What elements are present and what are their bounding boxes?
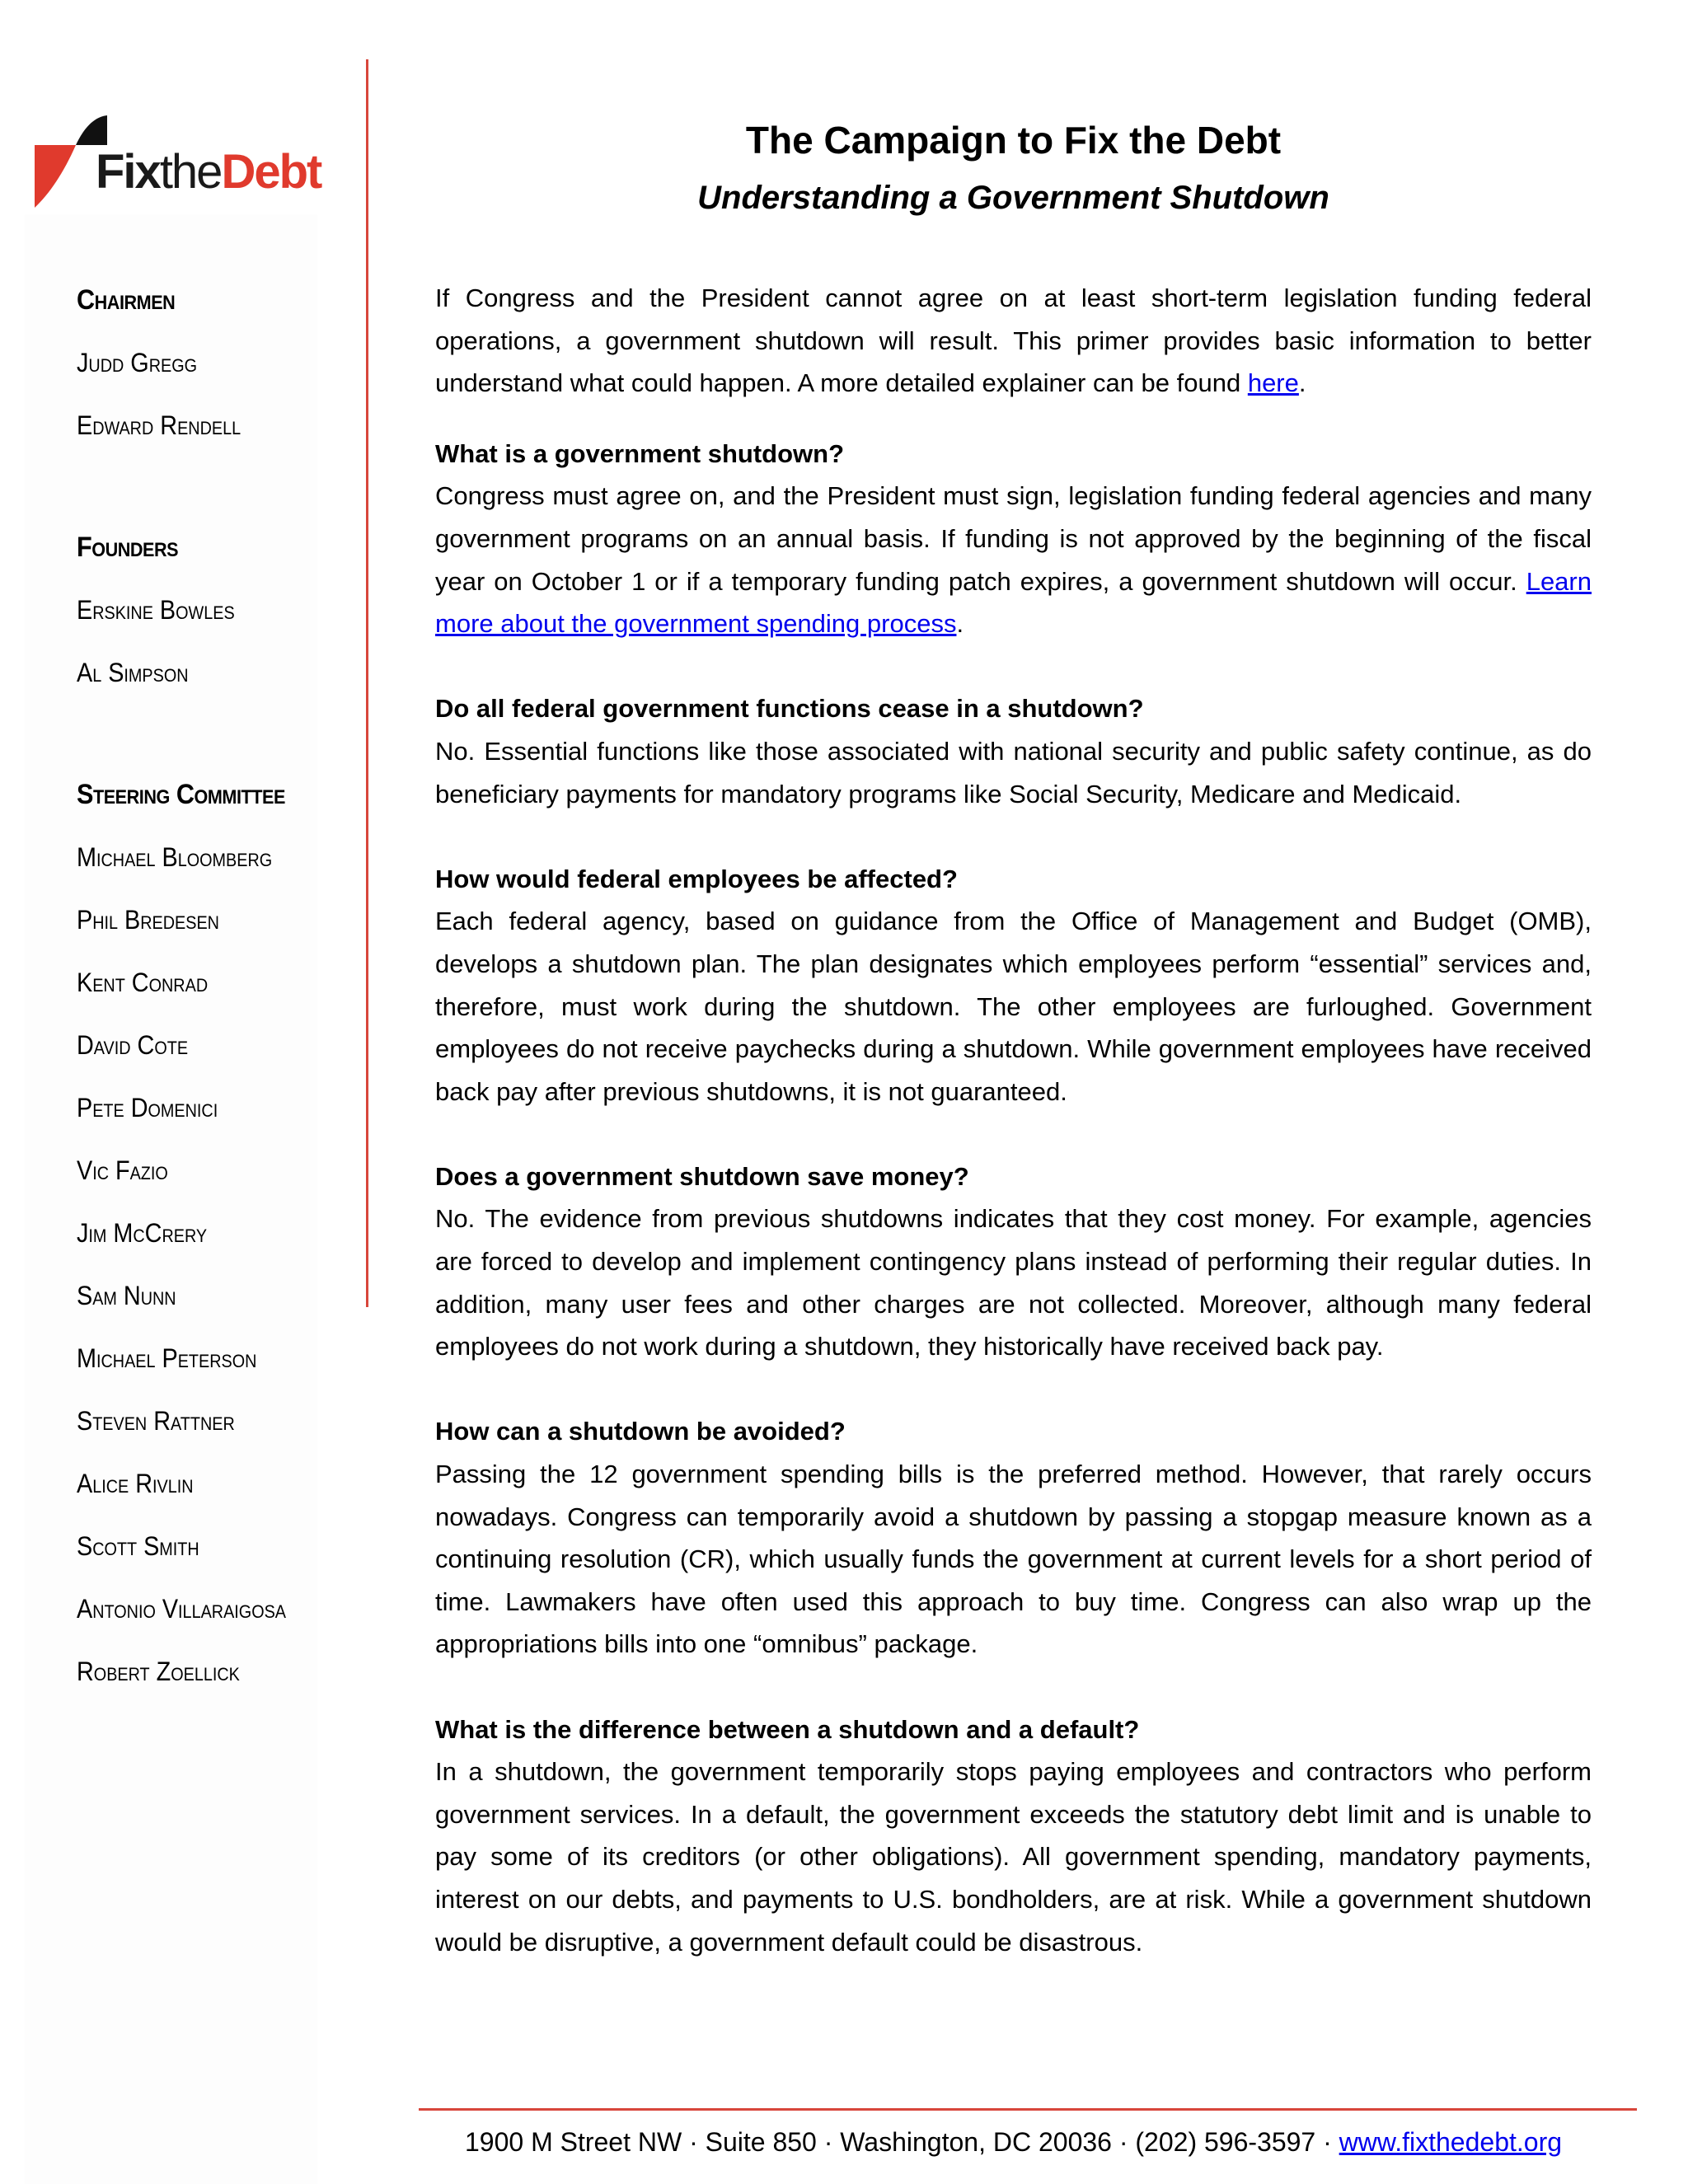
logo-fix: Fix: [96, 145, 160, 199]
sidebar-name: Phil Bredesen: [77, 905, 219, 935]
section-answer: Congress must agree on, and the President must sign, legislation funding federal agencies and many government programs on an annual basis. If funding is not approved by the beginning of the fiscal year on October 1 or if a temporary funding patch expires, a government shutdown will occur. Learn more about the government spending process.: [435, 481, 1592, 639]
fix-the-debt-logo: [35, 115, 340, 213]
footer-divider: [419, 2108, 1637, 2111]
logo-wordmark: [96, 145, 321, 199]
page-subtitle: Understanding a Government Shutdown: [697, 180, 1329, 216]
sidebar-name: Edward Rendell: [77, 410, 241, 440]
section-answer: In a shutdown, the government temporarily stops paying employees and contractors who perform government services. In a default, the government exceeds the statutory debt limit and is unable to pay some of its creditors (or other obligations). All government spending, mandatory payments, interest on our debts, and payments to U.S. bondholders, are at risk. While a government shutdown would be disruptive, a government default could be disastrous.: [435, 1757, 1592, 1957]
sidebar-name: Scott Smith: [77, 1531, 199, 1561]
sidebar-name: Sam Nunn: [77, 1281, 176, 1310]
sidebar-name: Al Simpson: [77, 658, 189, 687]
sidebar-divider: [366, 59, 368, 1307]
section-answer: Each federal agency, based on guidance from the Office of Management and Budget (OMB), develops a shutdown plan. The plan designates which employees perform “essential” services and, therefore, must work during the shutdown. The other employees are furloughed. Government employees do not receive paychecks during a shutdown. While government employees have received back pay after previous shutdowns, it is not guaranteed.: [435, 907, 1592, 1106]
sidebar-name: Alice Rivlin: [77, 1469, 194, 1498]
sidebar-heading-steering-committee: Steering Committee: [77, 779, 285, 810]
spending-process-link[interactable]: Learn more about the government spending process: [435, 566, 1592, 639]
sidebar-name: Judd Gregg: [77, 348, 198, 377]
section-question: How would federal employees be affected?: [435, 864, 958, 893]
sidebar-name: Michael Peterson: [77, 1343, 257, 1373]
sidebar-heading-founders: Founders: [77, 532, 179, 563]
sidebar-heading-chairmen: Chairmen: [77, 284, 176, 316]
explainer-link[interactable]: here: [1247, 368, 1299, 398]
sidebar-name: David Cote: [77, 1030, 189, 1060]
logo-debt: Debt: [221, 145, 321, 199]
sidebar-name: Vic Fazio: [77, 1155, 168, 1185]
section-answer: Passing the 12 government spending bills is the preferred method. However, that rarely occurs nowadays. Congress can temporarily avoid a shutdown by passing a stopgap measure known as a continuing resolution (CR), which usually funds the government at current levels for a short period of time. Lawmakers have often used this approach to buy time. Congress can also wrap up the appropriations bills into one “omnibus” package.: [435, 1460, 1592, 1659]
website-link[interactable]: www.fixthedebt.org: [1339, 2127, 1563, 2157]
section-question: Does a government shutdown save money?: [435, 1161, 969, 1191]
logo-the: the: [159, 145, 222, 199]
section-question: Do all federal government functions cease in a shutdown?: [435, 694, 1144, 724]
section-question: What is the difference between a shutdown and a default?: [435, 1714, 1140, 1744]
sidebar-name: Michael Bloomberg: [77, 842, 273, 872]
section-question: What is a government shutdown?: [435, 438, 845, 468]
sidebar-name: Pete Domenici: [77, 1093, 218, 1122]
sidebar-name: Antonio Villaraigosa: [77, 1594, 287, 1624]
sidebar-name: Kent Conrad: [77, 968, 209, 997]
sidebar-name: Erskine Bowles: [77, 595, 235, 625]
sidebar-roster: [77, 280, 357, 1714]
sidebar-name: Jim McCrery: [77, 1218, 208, 1248]
section-answer: No. The evidence from previous shutdowns indicates that they cost money. For example, agencies are forced to develop and implement contingency plans instead of performing their regular duties. In addition, many user fees and other charges are not collected. Moreover, although many federal employees do not work during a shutdown, they historically have received back pay.: [435, 1204, 1592, 1361]
document-body: [435, 277, 1592, 1963]
section-question: How can a shutdown be avoided?: [435, 1417, 846, 1446]
page-title: The Campaign to Fix the Debt: [745, 119, 1282, 162]
sidebar-name: Steven Rattner: [77, 1406, 235, 1436]
footer-address: 1900 M Street NW · Suite 850 · Washington, DC 20036 · (202) 596-3597 · www.fixthedebt.org: [464, 2127, 1563, 2157]
sidebar-name: Robert Zoellick: [77, 1657, 240, 1686]
section-answer: No. Essential functions like those associated with national security and public safety continue, as do beneficiary payments for mandatory programs like Social Security, Medicare and Medicaid.: [435, 736, 1592, 808]
intro-paragraph: If Congress and the President cannot agree on at least short-term legislation funding federal operations, a government shutdown will result. This primer provides basic information to better understand what could happen. A more detailed explainer can be found here.: [435, 284, 1592, 398]
